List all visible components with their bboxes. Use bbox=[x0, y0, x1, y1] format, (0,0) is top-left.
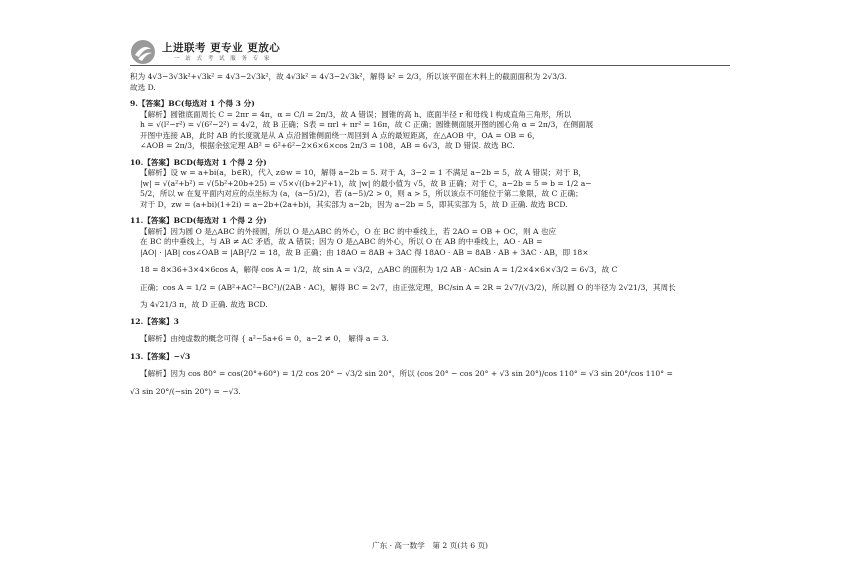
text-line: √3 sin 20°/(−sin 20°) = −√3. bbox=[130, 386, 241, 396]
text-line: 11.【答案】BCD(每选对 1 个得 2 分) bbox=[130, 216, 267, 225]
text-line: 故选 D. bbox=[130, 82, 156, 92]
header-divider bbox=[130, 65, 730, 66]
text-line: ∠AOB = 2π/3，根据余弦定理 AB² = 6²+6²−2×6×6×cos 2π/3 = 108，AB = 6√3，故 D 错误. 故选 BC. bbox=[140, 141, 515, 150]
text-line: 【解析】设 w = a+bi(a，b∈R)，代入 z⊙w = 10，解得 a−2b = 5. 对于 A，3−2 = 1 不满足 a−2b = 5，故 A 错误；对于 B， bbox=[140, 168, 587, 177]
text-line: 正确；cos A = 1/2 = (AB²+AC²−BC²)/(2AB · AC)，解得 BC = 2√7，由正弦定理，BC/sin A = 2R = 2√7/(√3/2)，所以圆 O 的半径为 2√21/3，其周长 bbox=[140, 282, 676, 292]
brand-logo-icon bbox=[130, 39, 156, 65]
text-line: 积为 4√3−3√3k²+√3k² = 4√3−2√3k²，故 4√3k² = 4√3−2√3k²，解得 k² = 2/3，所以该平面在木料上的截面面积为 2√3/3. bbox=[130, 72, 567, 81]
solution-content bbox=[130, 72, 730, 397]
page-footer: 广东 · 高一数学 第 2 页(共 6 页) bbox=[371, 541, 488, 550]
header-slogan: 上进联考 更专业 更放心 bbox=[162, 41, 281, 54]
page-header bbox=[130, 38, 280, 66]
text-line: 18 = 8×36+3×4×6cos A，解得 cos A = 1/2，故 sin A = √3/2，△ABC 的面积为 1/2 AB · ACsin A = 1/2×4×6×√3/2 = 6√3，故 C bbox=[140, 265, 618, 274]
text-line: 5/2，所以 w 在复平面内对应的点坐标为 (a，(a−5)/2)，若 (a−5)/2 > 0，则 a > 5，所以该点不可能位于第二象限，故 C 正确； bbox=[140, 189, 583, 198]
text-line: |AO| · |AB| cos∠OAB = |AB|²/2 = 18，故 B 正确；由 18AO = 8AB + 3AC 得 18AO · AB = 8AB · AB + 3AC · AB，即 18× bbox=[140, 247, 589, 257]
text-line: 10.【答案】BCD(每选对 1 个得 2 分) bbox=[130, 157, 267, 167]
text-line: 【解析】由纯虚数的概念可得 { a²−5a+6 = 0，a−2 ≠ 0， 解得 a = 3. bbox=[140, 334, 389, 343]
text-line: 【解析】圆锥底面周长 C = 2πr = 4π，α = C/l = 2π/3，故 A 错误；圆锥的高 h、底面半径 r 和母线 l 构成直角三角形，所以 bbox=[140, 109, 572, 119]
text-line: 【解析】因为圆 O 是△ABC 的外接圆，所以 O 是△ABC 的外心，O 在 BC 的中垂线上，若 2AO = OB + OC，则 A 也应 bbox=[140, 226, 557, 236]
text-line: 开图中连接 AB，此时 AB 的长度就是从 A 点沿圆锥侧面绕一周回到 A 点的最短距离，在△AOB 中，OA = OB = 6， bbox=[140, 130, 540, 140]
header-subslogan: 一 站 式 考 试 服 务 专 家 bbox=[174, 55, 272, 62]
text-line: h = √(l²−r²) = √(6²−2²) = 4√2，故 B 正确；S表 = πrl + πr² = 16π，故 C 正确；圆锥侧面展开图的圆心角 α = 2π/3，在侧面展 bbox=[140, 120, 594, 129]
text-line: 12.【答案】3 bbox=[130, 316, 179, 326]
text-line: 9.【答案】BC(每选对 1 个得 3 分) bbox=[130, 99, 255, 108]
text-line: 在 BC 的中垂线上，与 AB ≠ AC 矛盾，故 A 错误；因为 O 是△ABC 的外心，所以 O 在 AB 的中垂线上，AO · AB = bbox=[140, 237, 543, 246]
text-line: 13.【答案】−√3 bbox=[130, 351, 191, 361]
text-line: 【解析】因为 cos 80° = cos(20°+60°) = 1/2 cos 20° − √3/2 sin 20°，所以 (cos 20° − cos 20° + √3 sin 20°)/cos 110° = √3 sin 20°/cos 110° = bbox=[140, 369, 673, 378]
text-line: 对于 D，zw = (a+bi)(1+2i) = a−2b+(2a+b)i，其实部为 a−2b，因为 a−2b = 5，即其实部为 5，故 D 正确. 故选 BCD. bbox=[140, 199, 568, 209]
text-line: 为 4√21/3 π，故 D 正确. 故选 BCD. bbox=[140, 300, 268, 309]
text-line: |w| = √(a²+b²) = √(5b²+20b+25) = √5×√((b+2)²+1)，故 |w| 的最小值为 √5，故 B 正确；对于 C，a−2b = 5 ⇒ b = 1/2 a− bbox=[140, 178, 592, 188]
